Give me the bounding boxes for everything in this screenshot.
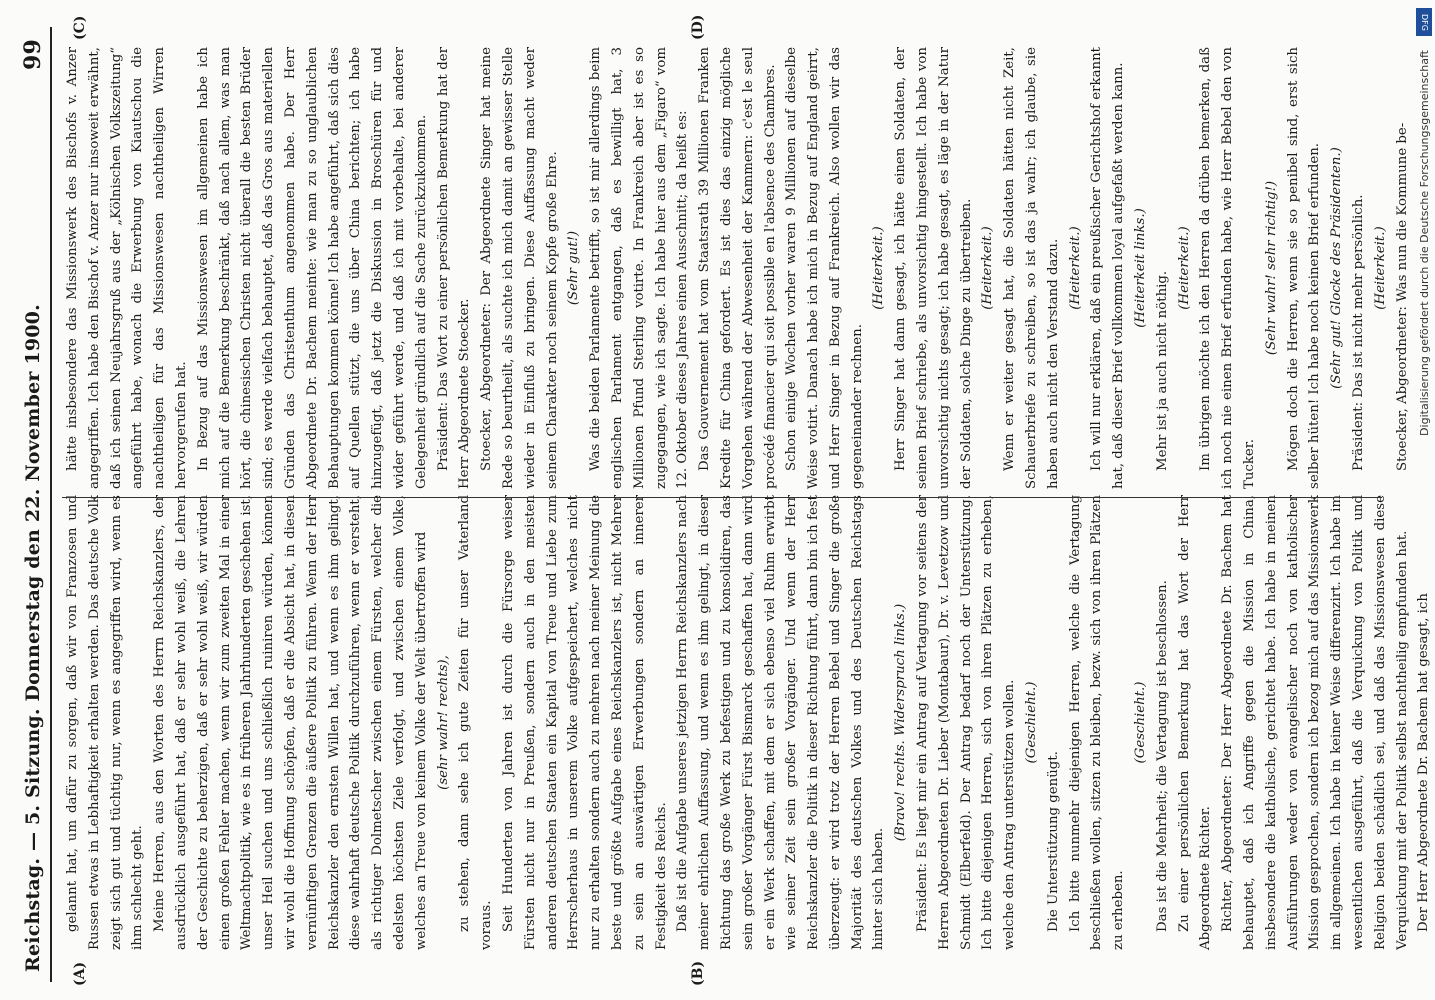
margin-marker-a: (A): [72, 961, 88, 986]
paragraph: (Heiterkeit.): [1372, 226, 1388, 310]
paragraph: (Heiterkeit.): [1067, 226, 1083, 310]
margin-marker-b: (B): [690, 960, 706, 986]
paragraph: Im übrigen möchte ich den Herren da drüben bemerken, daß ich noch nie einen Brief erfunden habe, wie Herr Bebel den von Tucker.: [1198, 47, 1258, 489]
paragraph: Richter, Abgeordneter: Der Herr Abgeordnete Dr. Bachem hat behauptet, daß ich Angriffe gegen die Mission in China, insbesondere die katholische, gerichtet habe. Ich habe in meinen Ausführungen weder von evangelischer noch von katholischer Mission gesprochen, sondern ich bezog mich auf das Missionswerk im allgemeinen. Ich habe in keiner Weise differenzirt. Ich habe im wesentlichen ausgeführt, daß die Verquickung von Politik und Religion beiden schädlich sei, und daß das Missionswesen diese Verquickung mit der Politik selbst nachtheilig empfunden hat.: [1220, 495, 1410, 950]
paragraph: (Geschieht.): [1133, 681, 1149, 764]
paragraph: Was die beiden Parlamente betrifft, so ist mir allerdings beim englischen Parlament entgangen, daß es bewilligt hat, 3 Millionen Pfund Sterling votirte. In Frankreich aber ist es so zugegangen, wie ich sagte. Ich habe hier aus dem „Figaro“ vom 12. Oktober dieses Jahres einen Ausschnitt; da heißt es:: [588, 47, 691, 489]
paragraph: Mögen doch die Herren, wenn sie so penibel sind, erst sich selber hüten! Ich habe noch keinen Brief erfunden.: [1285, 47, 1323, 489]
paragraph: (Heiterkeit.): [871, 226, 887, 310]
page-header: [20, 27, 52, 982]
paragraph: (Sehr gut! Glocke des Präsidenten.): [1329, 147, 1345, 389]
paragraph: Die Unterstützung genügt.: [1045, 751, 1061, 932]
page-number: 99: [20, 39, 46, 71]
right-column: [62, 47, 1410, 498]
paragraph: Ich will nur erklären, daß ein preußischer Gerichtshof erkannt hat, daß dieser Brief vollkommen loyal aufgefaßt werden kann.: [1089, 47, 1127, 489]
paragraph: Präsident: Das Wort zu einer persönlichen Bemerkung hat der Herr Abgeordnete Stoecker.: [435, 47, 473, 489]
digitization-credit: Digitalisierung gefördert durch die Deutsche Forschungsgemeinschaft: [1418, 50, 1431, 436]
dfg-logo: DFG: [1416, 8, 1432, 36]
paragraph: Das ist die Mehrheit; die Vertagung ist beschlossen.: [1154, 580, 1170, 932]
paragraph: Meine Herren, aus den Worten des Herrn Reichskanzlers, der ausdrücklich ausgeführt hat, daß er sehr wohl weiß, die Lehren der Geschichte zu beherzigen, daß er sehr wohl weiß, wir würden einen großen Fehler machen, wenn wir zum zweiten Mal in einer Weltmachtpolitik, wie es in früheren Jahrhunderten geschehen ist, unser Heil suchen und uns schließlich ruiniren würden, können wir wohl die Hoffnung schöpfen, daß er die Absicht hat, in diesen vernünftigen Grenzen die äußere Politik zu führen. Wenn der Herr Reichskanzler den ernsten Willen hat, und wenn es ihm gelingt, diese wahrhaft deutsche Politik durchzuführen, wenn er versteht, als richtiger Dolmetscher zwischen einem Fürsten, welcher die edelsten höchsten Ziele verfolgt, und zwischen einem Volke, welches an Treue von keinem Volke der Welt übertroffen wird: [152, 495, 429, 950]
margin-marker-c: (C): [72, 15, 88, 40]
paragraph: (Sehr wahr! sehr richtig!): [1263, 180, 1279, 356]
paragraph: (Heiterkeit links.): [1133, 208, 1149, 328]
left-column: [62, 495, 1432, 950]
paragraph: gelannt hat, um dafür zu sorgen, daß wir von Franzosen und Russen etwas in Lebhaftigkeit erhalten werden. Das deutsche Volk zeigt sich gut und tüchtig nur, wenn es angegriffen wird, wenn es ihm schlecht geht.: [65, 495, 146, 950]
paragraph: Schon einige Wochen vorher waren 9 Millionen auf dieselbe Weise votirt. Danach habe ich mich in Bezug auf England geirrt, und Herr Singer in Bezug auf Frankreich. Also wollen wir das gegeneinander rechnen.: [784, 47, 865, 489]
paragraph: (sehr wahr! rechts),: [435, 655, 451, 790]
margin-marker-d: (D): [690, 14, 706, 40]
paragraph: Daß ist die Aufgabe unseres jetzigen Herrn Reichskanzlers nach meiner ehrlichen Auffassung, und wenn es ihm gelingt, in dieser Richtung das große Werk zu befestigen und zu konsolidiren, das sein großer Vorgänger Fürst Bismarck geschaffen hat, dann wird er ein Werk schaffen, mit dem er sich ebenso viel Ruhm erwirbt wie seiner Zeit sein großer Vorgänger. Und wenn der Herr Reichskanzler die Politik in dieser Richtung führt, dann bin ich fest überzeugt: er wird trotz der Herren Bebel und Singer die große Majorität des deutschen Volkes und des Deutschen Reichstags hinter sich haben.: [675, 495, 887, 950]
paragraph: Stoecker, Abgeordneter: Was nun die Kommune be-: [1394, 122, 1410, 471]
paragraph: (Geschieht.): [1024, 681, 1040, 764]
running-title: Reichstag. — 5. Sitzung. Donnerstag den 22. November 1900.: [22, 304, 44, 972]
paragraph: (Bravo! rechts. Widerspruch links.): [893, 603, 909, 842]
paragraph: Präsident: Es liegt mir ein Antrag auf Vertagung vor seitens der Herren Abgeordneten Dr. Lieber (Montabaur), Dr. v. Levetzow und Schmidt (Elberfeld). Der Antrag bedarf noch der Unterstützung. Ich bitte diejenigen Herren, sich von ihren Plätzen zu erheben, welche den Antrag unterstützen wollen.: [915, 495, 1018, 950]
paragraph: Der Herr Abgeordnete Dr. Bachem hat gesagt, ich: [1416, 593, 1432, 932]
paragraph: Ich bitte nunmehr diejenigen Herren, welche die Vertagung beschließen wollen, sitzen zu bleiben, bezw. sich von ihren Plätzen zu erheben.: [1067, 495, 1127, 950]
paragraph: Mehr ist ja auch nicht nöthig.: [1154, 270, 1170, 471]
paragraph: Zu einer persönlichen Bemerkung hat das Wort der Herr Abgeordnete Richter.: [1176, 495, 1214, 950]
paragraph: Stoecker, Abgeordneter: Der Abgeordnete Singer hat meine Rede so beurtheilt, als suchte ich mich damit an gewisser Stelle wieder in Einfluß zu bringen. Diese Auffassung macht weder seinem Charakter noch seinem Kopfe große Ehre.: [479, 47, 560, 489]
paragraph: hätte insbesondere das Missionswerk des Bischofs v. Anzer angegriffen. Ich habe den Bischof v. Anzer nur insoweit erwähnt, daß ich seinen Neujahrsgruß aus der „Kölnischen Volkszeitung“ angeführt habe, wonach die Erwerbung von Kiautschou die nachtheiligen für das Missionswesen nachtheiligen Wirren hervorgerufen hat.: [65, 47, 189, 489]
paragraph: In Bezug auf das Missionswesen im allgemeinen habe ich mich auf die Bemerkung beschränkt, daß nach allem, was man hört, die chinesischen Christen nicht überall die besten Brüder sind; es werde vielfach behauptet, daß das Gros aus materiellen Gründen das Christenthum angenommen habe. Der Herr Abgeordnete Dr. Bachem meinte: wie man zu so unglaublichen Behauptungen kommen könne! Ich habe angeführt, daß sich dies auf Quellen stützt, die uns über China berichten; ich habe hinzugefügt, daß jetzt die Diskussion in Broschüren für und wider geführt werde, und daß ich mit vorbehalte, bei anderer Gelegenheit gründlich auf die Sache zurückzukommen.: [195, 47, 429, 489]
paragraph: (Sehr gut!): [566, 230, 582, 306]
paragraph: (Heiterkeit.): [1176, 226, 1192, 310]
paragraph: Präsident: Das ist nicht mehr persönlich.: [1351, 194, 1367, 471]
paragraph: zu stehen, dann sehe ich gute Zeiten für unser Vaterland voraus.: [457, 495, 495, 950]
paragraph: Wenn er weiter gesagt hat, die Soldaten hätten nicht Zeit, Schauerbriefe zu schreiben, so ist das ja wahr; ich glaube, sie haben auch nicht den Verstand dazu.: [1002, 47, 1061, 489]
paragraph: Herr Singer hat dann gesagt, ich hätte einen Soldaten, der seinen Brief schriebe, als unvorsichtig hingestellt. Ich habe von unvorsichtig nichts gesagt; ich habe gesagt, es läge in der Natur der Soldaten, solche Dinge zu übertreiben.: [893, 47, 974, 489]
paragraph: Seit Hunderten von Jahren ist durch die Fürsorge weiser Fürsten nicht nur in Preußen, sondern auch in den meisten anderen deutschen Staaten ein Kapital von Treue und Liebe zum Herrscherhaus in unserem Volke aufgespeichert, welches nicht nur zu erhalten sondern auch zu mehren nach meiner Meinung die beste und größte Aufgabe eines Reichskanzlers ist, nicht Mehrer zu sein an auswärtigen Erwerbungen sondern an innerer Festigkeit des Reichs.: [500, 495, 669, 950]
paragraph: Das Gouvernement hat vom Staatsrath 39 Millionen Franken Kredite für China gefordert. Es ist dies das einzig mögliche Vorgehen während der Abwesenheit der Kammern: c'est le seul procédé financier qui soit possible en l'absence des Chambres.: [697, 47, 778, 489]
paragraph: (Heiterkeit.): [980, 226, 996, 310]
